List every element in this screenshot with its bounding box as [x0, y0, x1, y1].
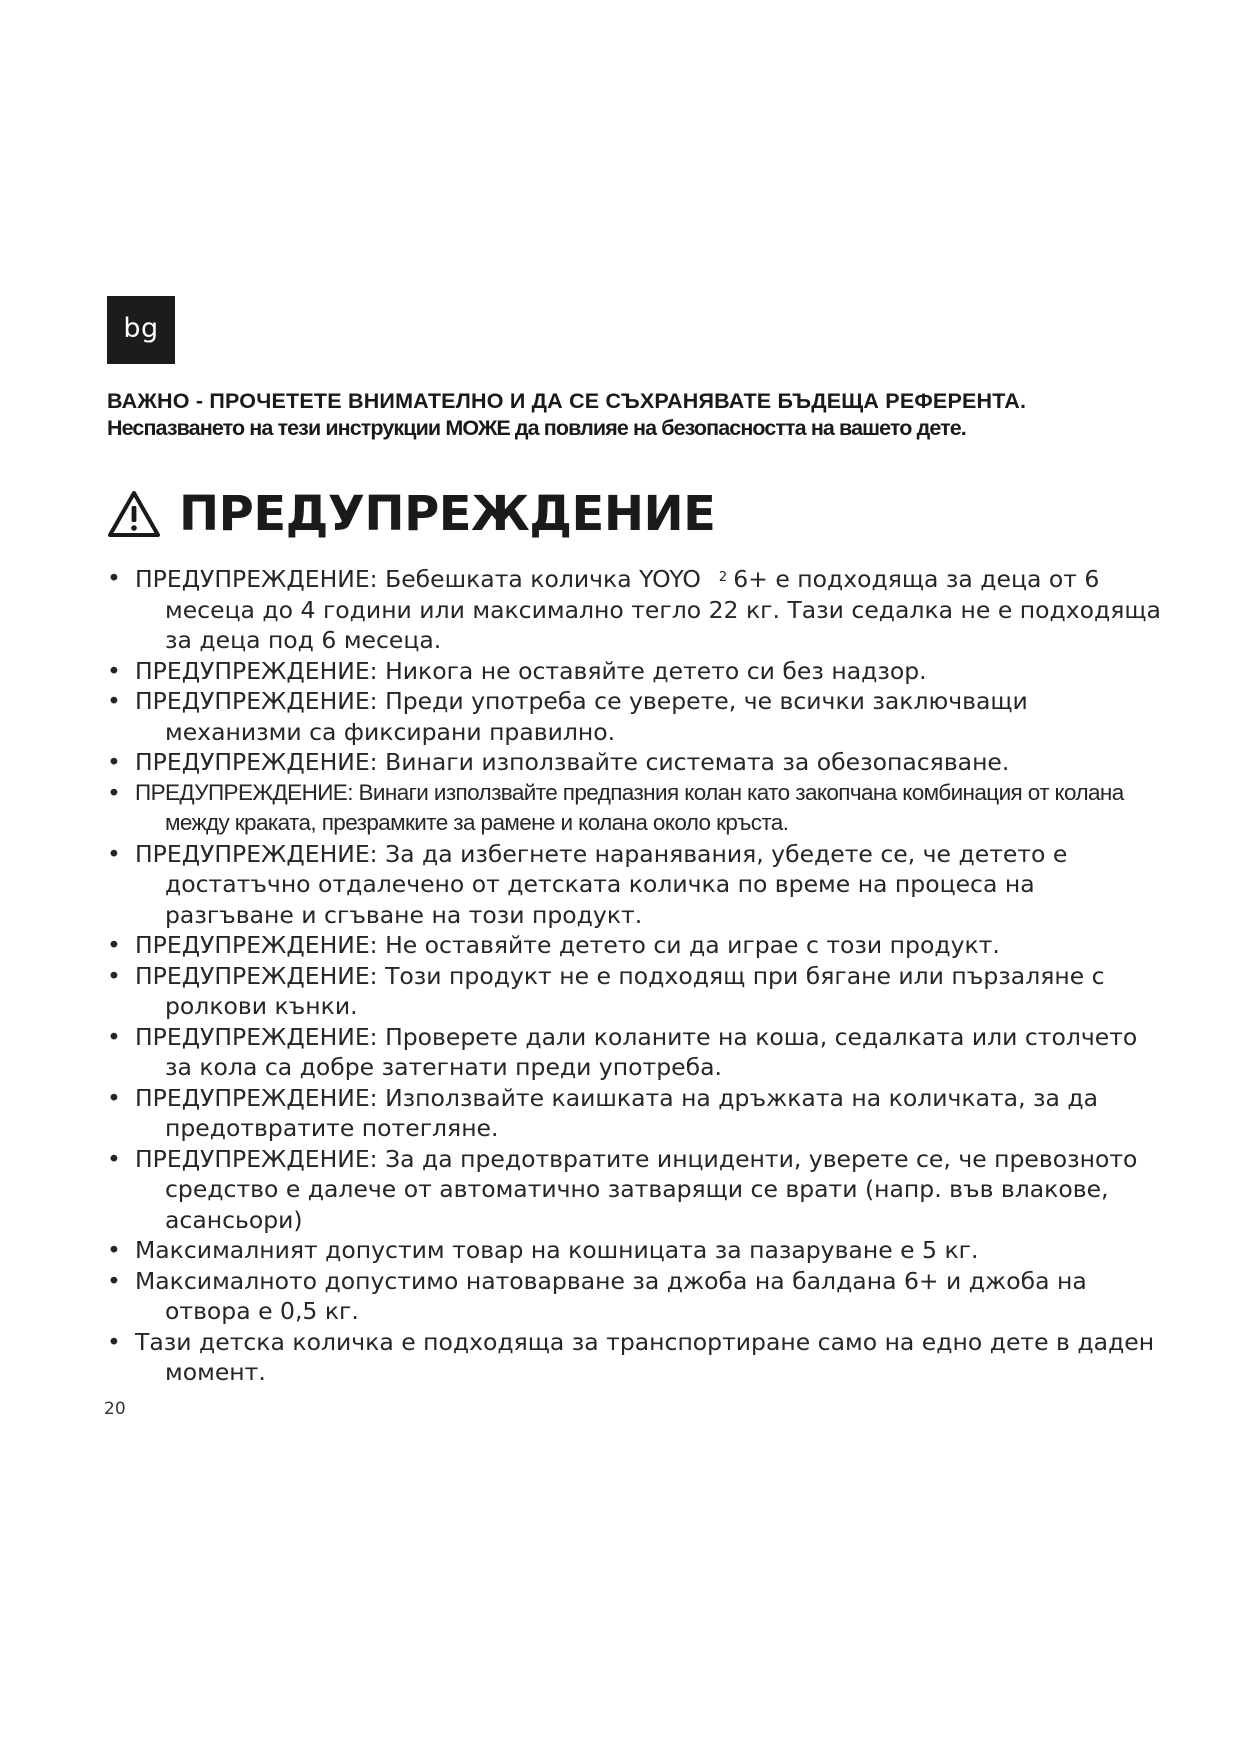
warning-text: Тази детска количка е подходяща за транспортиране само на едно дете в даден момент.	[135, 1327, 1155, 1386]
warning-item	[107, 686, 1167, 747]
warning-text: ПРЕДУПРЕЖДЕНИЕ: Използвайте каишката на дръжката на количката, за да предотвратите потегляне.	[135, 1083, 1099, 1142]
warning-text: ПРЕДУПРЕЖДЕНИЕ: Винаги използвайте предпазния колан като закопчана комбинация от колана между краката, презрамките за рамене и колана около кръста.	[135, 779, 1124, 835]
warning-text: ПРЕДУПРЕЖДЕНИЕ: Преди употреба се уверете, че всички заключващи механизми са фиксирани правилно.	[135, 687, 1028, 746]
warning-text: ПРЕДУПРЕЖДЕНИЕ: Този продукт не е подходящ при бягане или пързаляне с ролкови кънки.	[135, 961, 1105, 1020]
warning-item	[107, 778, 1167, 839]
warning-item	[107, 1083, 1167, 1144]
warning-text: Максималният допустим товар на кошницата за пазаруване е 5 кг.	[135, 1236, 979, 1264]
bullet: •	[107, 687, 121, 715]
warning-item	[107, 961, 1167, 1022]
warning-text: ПРЕДУПРЕЖДЕНИЕ: Никога не оставяйте детето си без надзор.	[135, 656, 927, 685]
warning-text: Максималното допустимо натоварване за джоба на балдана 6+ и джоба на отвора е 0,5 кг.	[135, 1266, 1087, 1325]
bullet: •	[107, 748, 121, 776]
language-badge: bg	[107, 296, 175, 364]
important-notice	[107, 388, 1157, 442]
model-version-superscript: 2	[718, 570, 728, 585]
warning-item	[107, 1144, 1167, 1236]
bullet: •	[107, 1083, 121, 1112]
warning-item	[107, 839, 1167, 931]
bullet: •	[107, 961, 121, 990]
bullet: •	[107, 1144, 121, 1173]
warning-item	[107, 747, 1167, 778]
warning-text-continued: 6+ е подходяща за деца от 6 месеца до 4 години или максимално тегло 22 кг. Тази седалка не е подходяща за деца под 6 месеца.	[165, 565, 1161, 654]
warning-triangle-icon	[107, 489, 161, 539]
warning-list	[107, 563, 1167, 1388]
warning-text: ПРЕДУПРЕЖДЕНИЕ: Винаги използвайте системата за обезопасяване.	[135, 748, 1010, 776]
bullet: •	[107, 1022, 121, 1051]
bullet: •	[107, 1236, 121, 1264]
warning-text: ПРЕДУПРЕЖДЕНИЕ: За да предотвратите инциденти, уверете се, че превозното средство е далече от автоматично затварящи се врати (напр. във влакове, асансьори)	[135, 1144, 1138, 1234]
warning-text: ПРЕДУПРЕЖДЕНИЕ: Проверете дали коланите на коша, седалката или столчето за кола са добре затегнати преди употреба.	[135, 1022, 1138, 1081]
bullet: •	[107, 564, 121, 592]
warning-item	[107, 1327, 1167, 1388]
page-number: 20	[104, 1399, 126, 1419]
warning-item	[107, 930, 1167, 961]
warning-item	[107, 656, 1167, 687]
bullet: •	[107, 656, 121, 685]
bullet: •	[107, 1266, 121, 1295]
bullet: •	[107, 1327, 121, 1356]
warning-item	[107, 1266, 1167, 1327]
warning-item	[107, 1022, 1167, 1083]
warning-text: ПРЕДУПРЕЖДЕНИЕ: Не оставяйте детето си да играе с този продукт.	[135, 931, 1000, 959]
bullet: •	[107, 931, 121, 959]
warning-item	[107, 563, 1167, 656]
warning-text: ПРЕДУПРЕЖДЕНИЕ: Бебешката количка YOYO	[135, 565, 701, 593]
warning-item	[107, 1235, 1167, 1266]
warning-text: ПРЕДУПРЕЖДЕНИЕ: За да избегнете наранявания, убедете се, че детето е достатъчно отдалечено от детската количка по време на процеса на разгъване и сгъване на този продукт.	[135, 839, 1068, 929]
important-notice-subheading: Неспазването на тези инструкции МОЖЕ да повлияе на безопасността на вашето дете.	[107, 416, 966, 440]
bullet: •	[107, 778, 121, 807]
bullet: •	[107, 839, 121, 868]
section-heading	[107, 482, 715, 546]
important-notice-heading: ВАЖНО - ПРОЧЕТЕТЕ ВНИМАТЕЛНО И ДА СЕ СЪХРАНЯВАТЕ БЪДЕЩА РЕФЕРЕНТА.	[107, 389, 1027, 413]
section-title: ПРЕДУПРЕЖДЕНИЕ	[179, 486, 716, 542]
